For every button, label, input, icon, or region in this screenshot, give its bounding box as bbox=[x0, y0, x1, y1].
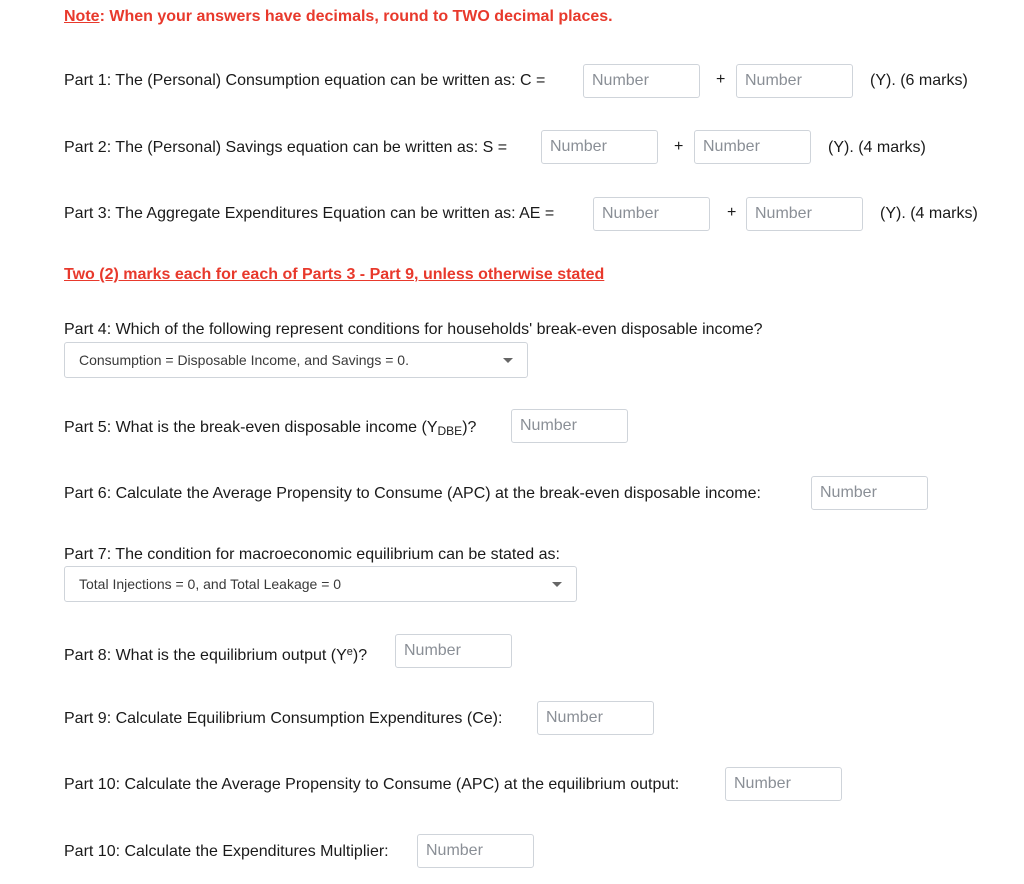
part3-intercept-input[interactable] bbox=[593, 197, 710, 231]
part1-slope-input[interactable] bbox=[736, 64, 853, 98]
part1-suffix: (Y). (6 marks) bbox=[870, 72, 968, 89]
part5-label bbox=[64, 418, 476, 441]
part3-suffix: (Y). (4 marks) bbox=[880, 205, 978, 222]
chevron-down-icon bbox=[552, 582, 562, 587]
part8-input[interactable] bbox=[395, 634, 512, 668]
part5-label-pre: Part 5: What is the break-even disposable income (Y bbox=[64, 419, 438, 436]
marks-note: Two (2) marks each for each of Parts 3 - Part 9, unless otherwise stated bbox=[64, 266, 605, 283]
part6-input[interactable] bbox=[811, 476, 928, 510]
part5-label-sub: DBE bbox=[437, 424, 463, 438]
note bbox=[64, 8, 613, 26]
part10b-label: Part 10: Calculate the Expenditures Multiplier: bbox=[64, 843, 389, 860]
part7-dropdown[interactable] bbox=[64, 566, 577, 602]
part8-label-post: )? bbox=[352, 647, 368, 664]
note-text: : When your answers have decimals, round to TWO decimal places. bbox=[99, 8, 613, 25]
chevron-down-icon bbox=[503, 358, 513, 363]
part8-label-pre: Part 8: What is the equilibrium output (Y bbox=[64, 647, 347, 664]
part1-intercept-input[interactable] bbox=[583, 64, 700, 98]
part10a-input[interactable] bbox=[725, 767, 842, 801]
part5-input[interactable] bbox=[511, 409, 628, 443]
note-label: Note bbox=[64, 8, 100, 25]
part2-plus: + bbox=[674, 138, 684, 155]
part2-label: Part 2: The (Personal) Savings equation can be written as: S = bbox=[64, 139, 508, 156]
part4-label: Part 4: Which of the following represent conditions for households' break-even disposable income? bbox=[64, 321, 763, 338]
part3-label: Part 3: The Aggregate Expenditures Equation can be written as: AE = bbox=[64, 205, 555, 222]
part1-label: Part 1: The (Personal) Consumption equation can be written as: C = bbox=[64, 72, 546, 89]
part2-slope-input[interactable] bbox=[694, 130, 811, 164]
part5-label-post: )? bbox=[462, 419, 477, 436]
part8-label-sup: e bbox=[346, 646, 353, 658]
part9-input[interactable] bbox=[537, 701, 654, 735]
part9-label: Part 9: Calculate Equilibrium Consumption Expenditures (Ce): bbox=[64, 710, 503, 727]
part2-suffix: (Y). (4 marks) bbox=[828, 139, 926, 156]
part3-slope-input[interactable] bbox=[746, 197, 863, 231]
part10b-input[interactable] bbox=[417, 834, 534, 868]
part7-label: Part 7: The condition for macroeconomic equilibrium can be stated as: bbox=[64, 546, 560, 563]
part4-selected-value: Consumption = Disposable Income, and Savings = 0. bbox=[79, 352, 409, 368]
part2-intercept-input[interactable] bbox=[541, 130, 658, 164]
part10a-label: Part 10: Calculate the Average Propensity to Consume (APC) at the equilibrium output: bbox=[64, 776, 680, 793]
part6-label: Part 6: Calculate the Average Propensity to Consume (APC) at the break-even disposable income: bbox=[64, 485, 761, 502]
part7-selected-value: Total Injections = 0, and Total Leakage = 0 bbox=[79, 576, 342, 592]
part4-dropdown[interactable] bbox=[64, 342, 528, 378]
part8-label bbox=[64, 642, 367, 666]
part3-plus: + bbox=[727, 204, 737, 221]
part1-plus: + bbox=[716, 71, 726, 88]
